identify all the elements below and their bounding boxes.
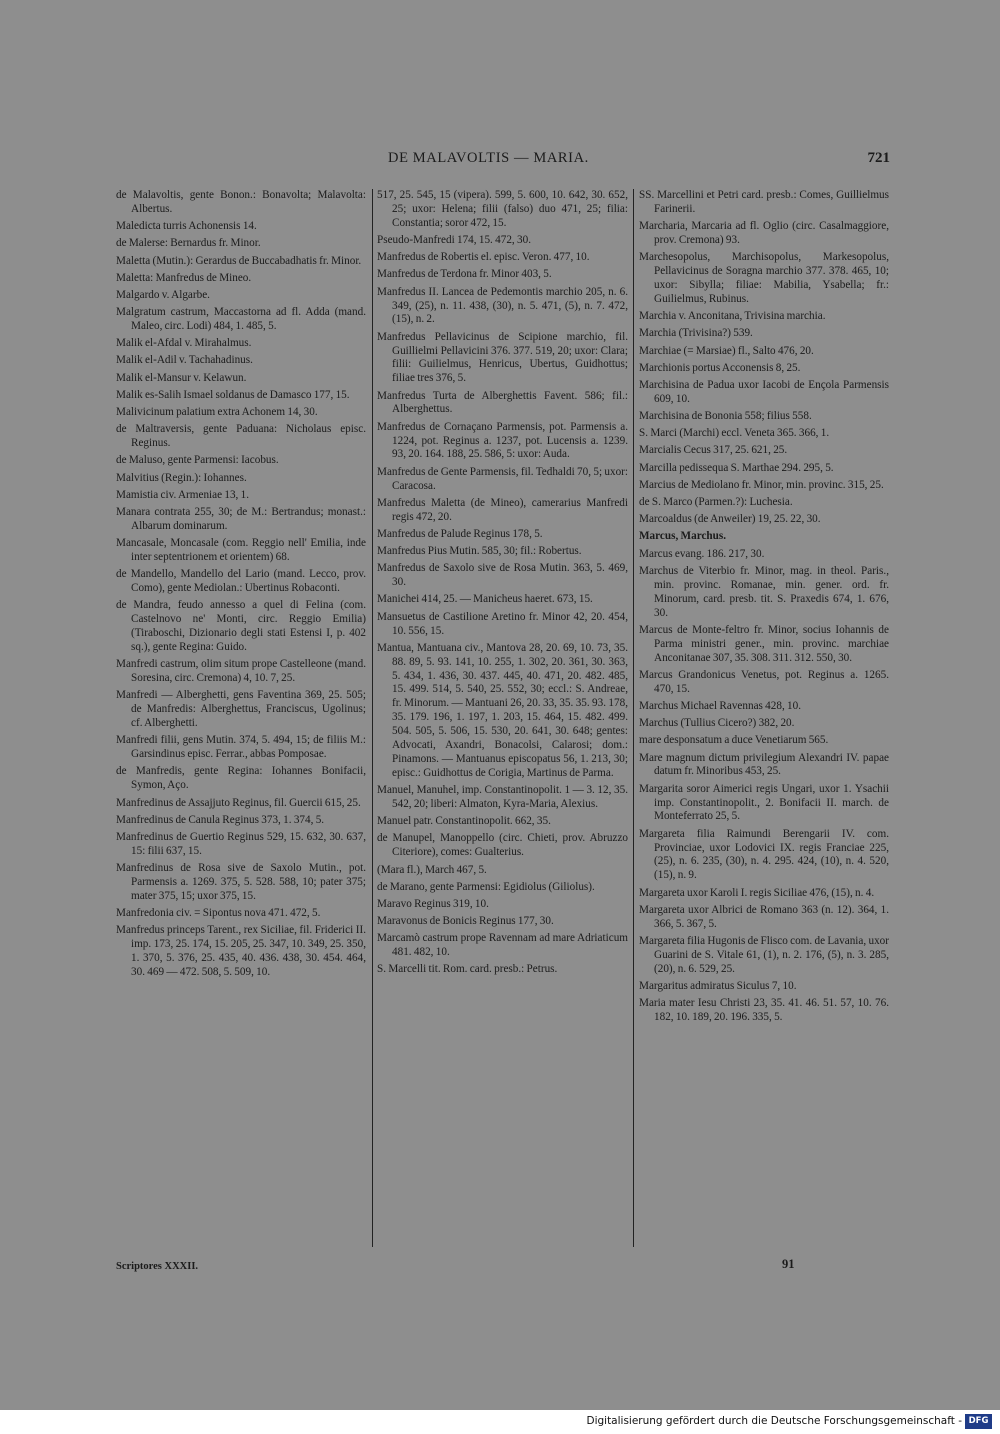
index-entry: Manfredonia civ. = Sipontus nova 471. 472, 5. (116, 907, 321, 920)
index-entry: Marcus Grandonicus Venetus, pot. Reginus a. 1265. 470, 15. (639, 668, 889, 695)
index-entry: Marchiae (= Marsiae) fl., Salto 476, 20. (639, 344, 814, 357)
index-entry: de Maluso, gente Parmensi: Iacobus. (116, 454, 279, 467)
index-entry: de Mandra, feudo annesso a quel di Felina (com. Castelnovo ne' Monti, circ. Reggio Emilia) (Tiraboschi, Dizionario degli stati Estensi I, p. 402 sq.), gente Regina: Guido. (116, 599, 366, 654)
index-entry: Marcialis Cecus 317, 25. 621, 25. (639, 444, 788, 457)
index-entry: Malik el-Adil v. Tachahadinus. (116, 354, 253, 367)
index-entry: Malik es-Salih Ismael soldanus de Damasco 177, 15. (116, 388, 350, 401)
index-entry: Marcius de Mediolano fr. Minor, min. provinc. 315, 25. (639, 478, 884, 491)
index-entry: Marchia v. Anconitana, Trivisina marchia. (639, 310, 826, 323)
index-entry: de Manfredis, gente Regina: Iohannes Bonifacii, Symon, Aço. (116, 765, 366, 792)
index-entry: S. Marci (Marchi) eccl. Veneta 365. 366, 1. (639, 427, 830, 440)
index-entry: Manfredinus de Assajjuto Reginus, fil. Guercii 615, 25. (116, 796, 361, 809)
digitization-footer (0, 1410, 1000, 1434)
index-entry: Manuel, Manuhel, imp. Constantinopolit. 1 — 3. 12, 35. 542, 20; liberi: Almaton, Kyra-Maria, Alexius. (377, 784, 628, 810)
index-entry: Margarita soror Aimerici regis Ungari, uxor 1. Ysachii imp. Constantinopolit., 2. Bonifacii II. march. de Monteferrato 25, 5. (639, 782, 889, 823)
index-entry: Manfredus Maletta (de Mineo), camerarius Manfredi regis 472, 20. (377, 496, 628, 523)
index-entry: Manfredi filii, gens Mutin. 374, 5. 494, 15; de filiis M.: Garsindinus episc. Ferrar., abbas Pomposae. (116, 734, 366, 761)
index-entry: Marcoaldus (de Anweiler) 19, 25. 22, 30. (639, 513, 821, 526)
index-entry: de Manupel, Manoppello (circ. Chieti, prov. Abruzzo Citeriore), comes: Gualterius. (377, 832, 628, 859)
index-column-3 (639, 189, 889, 1028)
index-entry: de Mandello, Mandello del Lario (mand. Lecco, prov. Como), gente Mediolan.: Ubertinus Robaconti. (116, 568, 366, 595)
index-entry: Manfredus Pius Mutin. 585, 30; fil.: Robertus. (377, 545, 582, 558)
signature-mark: Scriptores XXXII. (116, 1261, 199, 1272)
index-entry: Marchisina de Bononia 558; filius 558. (639, 410, 812, 423)
index-entry: Manfredus de Gente Parmensis, fil. Tedhaldi 70, 5; uxor: Caracosa. (377, 465, 628, 492)
index-entry: Manichei 414, 25. — Manicheus haeret. 673, 15. (377, 593, 593, 606)
index-entry: Marcus, Marchus. (639, 530, 727, 543)
index-entry: Pseudo-Manfredi 174, 15. 472, 30. (377, 234, 531, 247)
index-entry: Marcilla pedissequa S. Marthae 294. 295, 5. (639, 461, 834, 474)
index-entry: Malgratum castrum, Maccastorna ad fl. Adda (mand. Maleo, circ. Lodi) 484, 1. 485, 5. (116, 306, 366, 333)
index-entry: Marcharia, Marcaria ad fl. Oglio (circ. Casalmaggiore, prov. Cremona) 93. (639, 220, 889, 247)
index-entry: Marchionis portus Acconensis 8, 25. (639, 361, 801, 374)
funding-note: Digitalisierung gefördert durch die Deutsche Forschungsgemeinschaft - (586, 1415, 962, 1427)
index-entry: Marcus evang. 186. 217, 30. (639, 547, 765, 560)
index-entry: Margareta uxor Albrici de Romano 363 (n. 12). 364, 1. 366, 5. 367, 5. (639, 903, 889, 930)
index-entry: mare desponsatum a duce Venetiarum 565. (639, 734, 829, 747)
index-entry: Manfredus de Saxolo sive de Rosa Mutin. 363, 5. 469, 30. (377, 562, 628, 589)
index-entry: Manfredus de Palude Reginus 178, 5. (377, 527, 543, 540)
index-entry: Mare magnum dictum privilegium Alexandri IV. papae datum fr. Minoribus 453, 25. (639, 751, 889, 778)
index-entry: Mansuetus de Castilione Aretino fr. Minor 42, 20. 454, 10. 556, 15. (377, 610, 628, 637)
index-column-2 (377, 189, 628, 981)
index-entry: Manfredi — Alberghetti, gens Faventina 369, 25. 505; de Manfredis: Alberghettus, Franciscus, Ugolinus; cf. Alberghetti. (116, 689, 366, 730)
index-entry: Manfredus de Terdona fr. Minor 403, 5. (377, 268, 552, 281)
index-entry: de Malavoltis, gente Bonon.: Bonavolta; Malavolta: Albertus. (116, 189, 366, 215)
index-entry: Manfredi castrum, olim situm prope Castelleone (mand. Soresina, circ. Cremona) 4, 10. 7, 25. (116, 658, 366, 685)
index-entry: Marcus de Monte-feltro fr. Minor, socius Iohannis de Parma ministri gener., min. provinc. marchiae Anconitanae 307, 35. 308. 311. 312. 550, 30. (639, 623, 889, 664)
index-entry: de Maltraversis, gente Paduana: Nicholaus episc. Reginus. (116, 423, 366, 450)
sheet-number: 91 (782, 1257, 795, 1271)
page-number: 721 (867, 150, 890, 166)
index-entry: Mancasale, Moncasale (com. Reggio nell' Emilia, inde inter septentrionem et orientem) 68. (116, 537, 366, 563)
index-entry: 517, 25. 545, 15 (vipera). 599, 5. 600, 10. 642, 30. 652, 25; uxor: Helena; filii (falso) duo 471, 25; filia: Constantia; soror 472, 15. (377, 189, 628, 229)
index-entry: Malivicinum palatium extra Achonem 14, 30. (116, 406, 318, 419)
index-entry: Manfredus Pellavicinus de Scipione marchio, fil. Guillielmi Pellavicini 376. 377. 519, 20; uxor: Clara; filii: Guilielmus, Henricus, Ubertus, Guidhottus; filiae tres 376, 5. (377, 330, 628, 385)
index-entry: Marchus Michael Ravennas 428, 10. (639, 699, 802, 712)
index-entry: Manfredinus de Guertio Reginus 529, 15. 632, 30. 637, 15: filii 637, 15. (116, 830, 366, 857)
column-divider (633, 189, 634, 1247)
index-entry: Manfredinus de Rosa sive de Saxolo Mutin., pot. Parmensis a. 1269. 375, 5. 528. 588, 10; pater 375; mater 375, 15; uxor 375, 15. (116, 862, 366, 902)
index-entry: de Marano, gente Parmensi: Egidiolus (Giliolus). (377, 880, 595, 893)
index-entry: SS. Marcellini et Petri card. presb.: Comes, Guillielmus Farinerii. (639, 189, 889, 215)
index-entry: Manfredus II. Lancea de Pedemontis marchio 205, n. 6. 349, (25), n. 11. 438, (30), n. 5. 471, (5), n. 7. 472, (15), n. 2. (377, 285, 628, 326)
index-entry: S. Marcelli tit. Rom. card. presb.: Petrus. (377, 963, 558, 976)
index-entry: Malik el-Afdal v. Mirahalmus. (116, 337, 252, 350)
index-entry: Margareta filia Hugonis de Flisco com. de Lavania, uxor Guarini de S. Vitale 61, (1), n. 2. 176, (5), n. 3. 285, (20), n. 6. 529, 25. (639, 934, 889, 975)
index-entry: Margaritus admiratus Siculus 7, 10. (639, 979, 797, 992)
index-entry: (Mara fl.), March 467, 5. (377, 863, 487, 876)
index-entry: Manfredinus de Canula Reginus 373, 1. 374, 5. (116, 813, 325, 826)
index-entry: Maria mater Iesu Christi 23, 35. 41. 46. 51. 57, 10. 76. 182, 10. 189, 20. 196. 335, 5. (639, 997, 889, 1024)
index-entry: Mamistia civ. Armeniae 13, 1. (116, 488, 250, 501)
column-divider (372, 189, 373, 1247)
index-entry: Manfredus de Cornaçano Parmensis, pot. Parmensis a. 1224, pot. Reginus a. 1237, pot. Lucensis a. 1239. 93, 20. 164. 188, 25. 586, 5: uxor: Auda. (377, 420, 628, 461)
index-entry: Maletta: Manfredus de Mineo. (116, 271, 252, 284)
index-entry: Malgardo v. Algarbe. (116, 288, 210, 301)
page-title: DE MALAVOLTIS — MARIA. (388, 150, 589, 166)
index-entry: Manfredus princeps Tarent., rex Siciliae, fil. Friderici II. imp. 173, 25. 174, 15. 205, 25. 347, 10. 349, 25. 350, 1. 370, 5. 376, 25. 435, 40. 436. 438, 30. 454. 464, 30. 469 — 472. 508, 5. 509, 10. (116, 924, 366, 979)
index-entry: Maledicta turris Achonensis 14. (116, 220, 257, 233)
index-entry: Malik el-Mansur v. Kelawun. (116, 371, 247, 384)
index-entry: Manara contrata 255, 30; de M.: Bertrandus; monast.: Albarum dominarum. (116, 505, 366, 532)
index-column-1 (116, 189, 366, 983)
index-entry: Marchisina de Padua uxor Iacobi de Ençola Parmensis 609, 10. (639, 378, 889, 405)
index-entry: Mantua, Mantuana civ., Mantova 28, 20. 69, 10. 73, 35. 88. 89, 5. 93. 141, 10. 255, 1. 302, 20. 361, 30. 363, 5. 434, 1. 436, 30. 437. 445, 40. 471, 20. 482. 485, 15. 499. 514, 5. 540, 25. 552, 30; eccl.: S. Andreae, fr. Minorum. — Mantuani 26, 20. 33, 35. 35. 93. 178, 35. 179. 196, 1. 197, 1. 203, 15. 464, 15. 482. 499. 504. 505, 5. 506, 15. 530, 20. 641, 30. 648; gentes: Advocati, Axandri, Bonacolsi, Calarosi; dom.: Pinamons. — Mantuanus episcopatus 56, 1. 213, 30; episc.: Guidhottus de Corigia, Martinus de Parma. (377, 641, 628, 779)
dfg-logo: DFG (965, 1414, 992, 1429)
index-entry: Manfredus Turta de Alberghettis Favent. 586; fil.: Alberghettus. (377, 389, 628, 416)
index-entry: Manuel patr. Constantinopolit. 662, 35. (377, 815, 551, 828)
index-entry: Marchus (Tullius Cicero?) 382, 20. (639, 717, 795, 730)
index-entry: Maletta (Mutin.): Gerardus de Buccabadhatis fr. Minor. (116, 254, 362, 267)
index-entry: Margareta filia Raimundi Berengarii IV. com. Provinciae, uxor Lodovici IX. regis Franciae 225, (25), n. 6. 235, (30), n. 4. 295. 424, (10), n. 4. 520, (15), n. 9. (639, 827, 889, 882)
index-entry: Marchia (Trivisina?) 539. (639, 327, 753, 340)
index-entry: Malvitius (Regin.): Iohannes. (116, 471, 247, 484)
index-entry: de Malerse: Bernardus fr. Minor. (116, 237, 261, 250)
index-entry: Manfredus de Robertis el. episc. Veron. 477, 10. (377, 251, 590, 264)
index-entry: Maravo Reginus 319, 10. (377, 897, 489, 910)
index-entry: Marchesopolus, Marchisopolus, Markesopolus, Pellavicinus de Soragna marchio 377. 378. 465, 10; uxor: Sibylla; filiae: Mabilia, Ysabella; fr.: Guilielmus, Rubinus. (639, 251, 889, 305)
index-entry: Margareta uxor Karoli I. regis Siciliae 476, (15), n. 4. (639, 886, 875, 899)
index-entry: Marcamò castrum prope Ravennam ad mare Adriaticum 481. 482, 10. (377, 932, 628, 959)
index-entry: Maravonus de Bonicis Reginus 177, 30. (377, 915, 554, 928)
index-entry: de S. Marco (Parmen.?): Luchesia. (639, 496, 793, 509)
index-entry: Marchus de Viterbio fr. Minor, mag. in theol. Paris., min. provinc. Romanae, min. gener. ord. fr. Minorum, card. presb. tit. S. Praxedis 674, 1. 676, 30. (639, 564, 889, 619)
running-header (0, 150, 1000, 170)
